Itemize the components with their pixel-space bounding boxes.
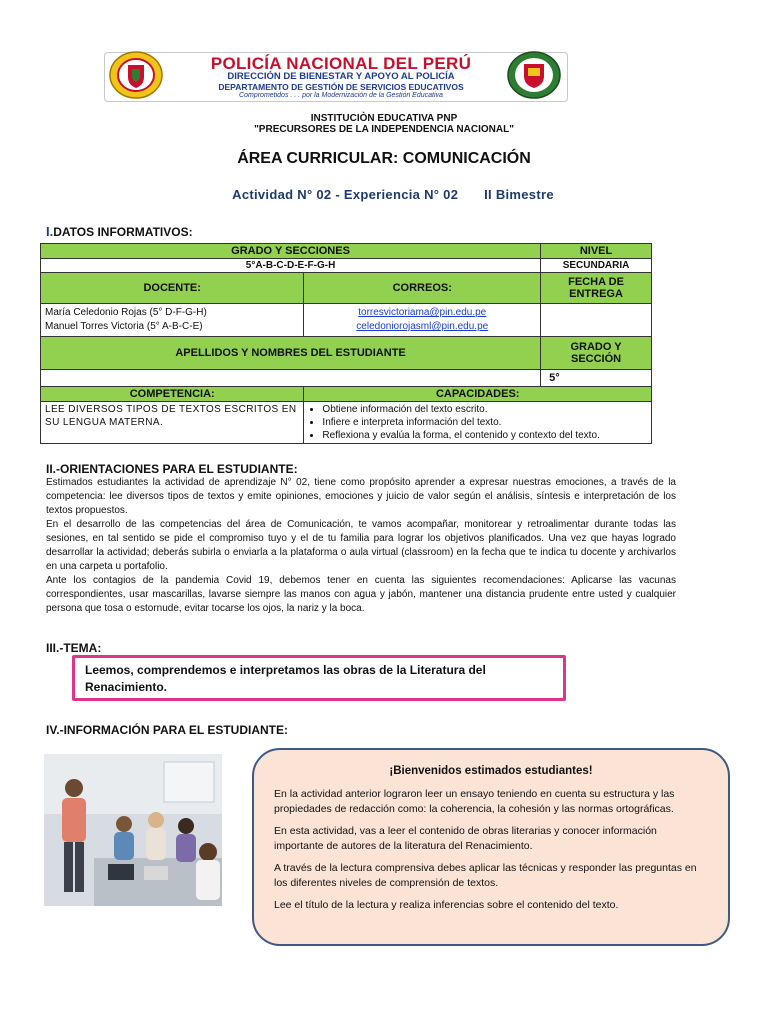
correos-cell — [304, 304, 541, 337]
student-name-field[interactable] — [41, 370, 541, 387]
section-3-heading: III.-TEMA: — [46, 641, 102, 655]
paragraph: En el desarrollo de las competencias del área de Comunicación, te vamos acompañar, monitorear y retroalimentar durante todas las sesiones, en tal sentido se pide el compromiso tuyo y el de tu familia para lograr los objetivos planificados. Una vez que hayas logrado desarrollar la actividad; deberás subirla o enviarla a la plataforma o aula virtual (classroom) en la fecha que te indica tu docente y archivarlos en una carpeta u portafolio. — [46, 519, 676, 572]
table-row — [41, 402, 652, 444]
competencia-header: COMPETENCIA: — [41, 387, 304, 402]
bimester-label: II Bimestre — [484, 187, 554, 202]
banner-text — [176, 55, 506, 100]
banner-motto: Comprometidos . . . por la Modernización de la Gestión Educativa — [239, 92, 443, 99]
section-1-title: DATOS INFORMATIVOS: — [53, 225, 193, 239]
welcome-box — [252, 748, 730, 946]
institution-line-2: "PRECURSORES DE LA INDEPENDENCIA NACIONAL" — [254, 124, 514, 135]
list-item: • Reflexiona y evalúa la forma, el contenido y contexto del texto. — [322, 429, 647, 442]
section-2-heading: II.-ORIENTACIONES PARA EL ESTUDIANTE: — [46, 462, 298, 476]
email-link-1[interactable]: torresvictoriama@pin.edu.pe — [358, 307, 487, 318]
apellidos-header: APELLIDOS Y NOMBRES DEL ESTUDIANTE — [41, 337, 541, 370]
table-row — [41, 273, 652, 304]
list-item: • Obtiene información del texto escrito. — [322, 403, 647, 416]
section-1-heading — [46, 224, 193, 239]
grado-seccion-value: 5° — [541, 370, 652, 387]
orientaciones-text — [46, 476, 676, 616]
paragraph: Estimados estudiantes la actividad de aprendizaje N° 02, tiene como propósito aprender a expresar nuestras emociones, a través de la competencia: lee diversos tipos de textos y emite opiniones, emociones y juicio de valor según el análisis, síntesis e interpretación de los textos propuestos. — [46, 477, 676, 516]
fecha-header: FECHA DE ENTREGA — [541, 273, 652, 304]
activity-line — [0, 187, 768, 202]
banner-line-1: DIRECCIÓN DE BIENESTAR Y APOYO AL POLICÍA — [227, 71, 455, 82]
table-row — [41, 244, 652, 259]
docente-2: Manuel Torres Victoria (5° A-B-C-E) — [45, 321, 203, 332]
nivel-header: NIVEL — [541, 244, 652, 259]
list-item: • Infiere e interpreta información del texto. — [322, 416, 647, 429]
table-row — [41, 370, 652, 387]
paragraph: Lee el título de la lectura y realiza inferencias sobre el contenido del texto. — [274, 899, 619, 911]
capacidades-cell — [304, 402, 652, 444]
section-1-roman: I. — [46, 224, 54, 239]
banner-line-2: DEPARTAMENTO DE GESTIÓN DE SERVICIOS EDUCATIVOS — [218, 82, 464, 92]
tema-box: Leemos, comprendemos e interpretamos las obras de la Literatura del Renacimiento. — [72, 655, 566, 701]
email-link-2[interactable]: celedoniorojasml@pin.edu.pe — [356, 321, 489, 332]
correos-header: CORREOS: — [304, 273, 541, 304]
pnp-crest-icon — [106, 50, 166, 100]
table-row — [41, 337, 652, 370]
page-title: ÁREA CURRICULAR: COMUNICACIÓN — [237, 150, 531, 167]
grado-value: 5°A-B-C-D-E-F-G-H — [41, 259, 541, 273]
fecha-value — [541, 304, 652, 337]
capacidades-list — [308, 403, 647, 442]
institution-line-1: INSTITUCIÒN EDUCATIVA PNP — [310, 113, 458, 124]
docentes-cell — [41, 304, 304, 337]
banner-title: POLICÍA NACIONAL DEL PERÚ — [210, 54, 472, 73]
docente-header: DOCENTE: — [41, 273, 304, 304]
paragraph: A través de la lectura comprensiva debes aplicar las técnicas y responder las preguntas en los diferentes niveles de comprensión de textos. — [274, 862, 697, 889]
classroom-photo — [44, 754, 222, 906]
competencia-text: LEE DIVERSOS TIPOS DE TEXTOS ESCRITOS EN SU LENGUA MATERNA. — [41, 402, 304, 444]
welcome-title: ¡Bienvenidos estimados estudiantes! — [389, 765, 593, 777]
section-4-heading: IV.-INFORMACIÓN PARA EL ESTUDIANTE: — [46, 723, 289, 737]
nivel-value: SECUNDARIA — [541, 259, 652, 273]
docente-1: María Celedonio Rojas (5° D-F-G-H) — [45, 307, 207, 318]
paragraph: En la actividad anterior lograron leer un ensayo teniendo en cuenta su estructura y las propiedades de redacción como: la coherencia, la cohesión y las normas ortográficas. — [274, 788, 675, 815]
table-row — [41, 259, 652, 273]
info-table — [40, 243, 652, 444]
grado-seccion-header: GRADO Y SECCIÓN — [541, 337, 652, 370]
grado-header: GRADO Y SECCIONES — [41, 244, 541, 259]
paragraph: En esta actividad, vas a leer el contenido de obras literarias y conocer información importante de autores de la literatura del Renacimiento. — [274, 825, 657, 852]
table-row — [41, 304, 652, 337]
table-row — [41, 387, 652, 402]
education-seal-icon — [504, 50, 564, 100]
paragraph: Ante los contagios de la pandemia Covid 19, debemos tener en cuenta las siguientes recomendaciones: Aplicarse las vacunas correspondientes, usar mascarillas, lavarse siempre las manos con agua y jabón, mantener una distancia prudente entre usted y cualquier persona que tosa o estornude, evitar tocarse los ojos, la nariz y la boca. — [46, 575, 676, 614]
capacidades-header: CAPACIDADES: — [304, 387, 652, 402]
activity-label: Actividad N° 02 - Experiencia N° 02 — [232, 187, 459, 202]
